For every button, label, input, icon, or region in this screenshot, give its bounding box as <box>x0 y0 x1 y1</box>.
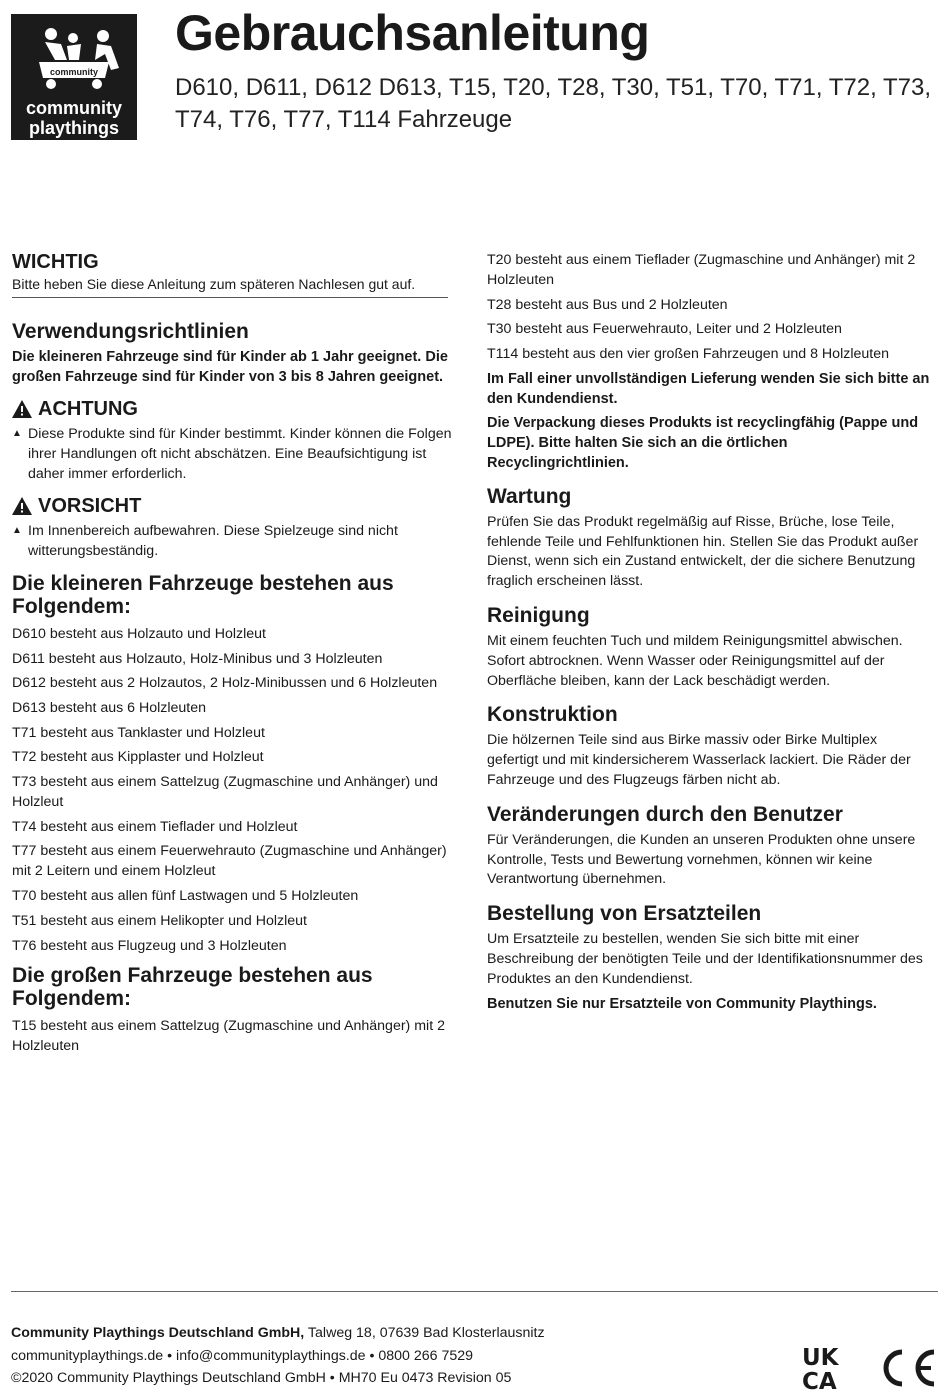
footer-copyright: ©2020 Community Playthings Deutschland GmbH • MH70 Eu 0473 Revision 05 <box>11 1370 512 1386</box>
konstruktion-heading: Konstruktion <box>487 703 618 727</box>
vorsicht-heading <box>12 494 462 518</box>
list-item: T30 besteht aus Feuerwehrauto, Leiter und 2 Holzleuten <box>487 321 842 338</box>
community-playthings-logo <box>11 14 137 140</box>
ce-label: CE <box>800 1344 802 1345</box>
page-subtitle: D610, D611, D612 D613, T15, T20, T28, T30, T51, T70, T71, T72, T73, T74, T76, T77, T114 Fahrzeuge <box>175 74 932 133</box>
vorsicht-bullet <box>12 522 462 562</box>
list-item: D613 besteht aus 6 Holzleuten <box>12 700 207 717</box>
list-item: T71 besteht aus Tanklaster und Holzleut <box>12 724 265 741</box>
usage-section <box>12 320 462 387</box>
veraenderungen-heading: Veränderungen durch den Benutzer <box>487 802 843 826</box>
footer-address-line <box>11 1322 545 1345</box>
list-item: T72 besteht aus Kipplaster und Holzleut <box>12 749 264 766</box>
right-column <box>487 250 932 1018</box>
veraenderungen-text: Für Veränderungen, die Kunden an unseren Produkten ohne unsere Kontrolle, Tests und Bewertung vornehmen, können wir keine Verantwortung übernehmen. <box>487 831 916 888</box>
large-vehicles-list-continued <box>487 250 932 364</box>
list-item: T77 besteht aus einem Feuerwehrauto (Zugmaschine und Anhänger) mit 2 Leitern und einem Holzleut <box>12 843 447 880</box>
small-vehicles-list <box>12 624 462 956</box>
logo-line-2: playthings <box>28 118 119 138</box>
list-item: T74 besteht aus einem Tieflader und Holzleut <box>12 818 298 835</box>
left-column <box>12 250 462 1060</box>
logo-line-1: community <box>25 98 122 118</box>
bestellung-section <box>487 902 932 1013</box>
achtung-label: ACHTUNG <box>38 398 138 420</box>
triangle-bullet-icon: ▲ <box>12 428 22 439</box>
wichtig-section <box>12 250 462 298</box>
reinigung-text: Mit einem feuchten Tuch und mildem Reinigungsmittel abwischen. Sofort abtrocknen. Wenn Wasser oder Reinigungsmittel auf der Oberfläche bleiben, kann der Lack beschädigt werden. <box>487 632 903 689</box>
konstruktion-section <box>487 703 932 790</box>
achtung-text: Diese Produkte sind für Kinder bestimmt. Kinder können die Folgen ihrer Handlungen oft nicht abschätzen. Eine Beaufsichtigung ist daher immer erforderlich. <box>28 426 452 482</box>
footer-contact: communityplaythings.de • info@communityplaythings.de • 0800 266 7529 <box>11 1347 474 1364</box>
wartung-text: Prüfen Sie das Produkt regelmäßig auf Risse, Brüche, lose Teile, fehlende Teile und Fehlfunktionen hin. Stellen Sie das Produkt außer Dienst, wenn sich ein Zustand entwickelt, der die sichere Benutzung fraglich erscheinen lässt. <box>487 513 919 590</box>
bestellung-heading: Bestellung von Ersatzteilen <box>487 902 762 926</box>
bestellung-text: Um Ersatzteile zu bestellen, wenden Sie sich bitte mit einer Beschreibung der benötigten Teile und der Identifikationsnummer des Produktes an den Kundendienst. <box>487 931 923 987</box>
list-item: T28 besteht aus Bus und 2 Holzleuten <box>487 296 728 313</box>
ukca-ce-marks <box>800 1344 940 1392</box>
list-item: T51 besteht aus einem Helikopter und Holzleut <box>12 912 307 929</box>
wartung-heading: Wartung <box>487 484 572 508</box>
wichtig-heading: WICHTIG <box>12 251 99 273</box>
footer-company: Community Playthings Deutschland GmbH, <box>11 1325 305 1341</box>
list-item: D610 besteht aus Holzauto und Holzleut <box>12 625 266 642</box>
list-item: D612 besteht aus 2 Holzautos, 2 Holz-Minibussen und 6 Holzleuten <box>12 675 438 692</box>
recycling-note: Die Verpackung dieses Produkts ist recyclingfähig (Pappe und LDPE). Bitte halten Sie sich an die örtlichen Recyclingrichtlinien. <box>487 414 919 471</box>
vorsicht-label: VORSICHT <box>38 495 142 518</box>
spare-parts-note: Benutzen Sie nur Ersatzteile von Community Playthings. <box>487 995 877 1012</box>
vorsicht-text: Im Innenbereich aufbewahren. Diese Spielzeuge sind nicht witterungsbeständig. <box>28 523 398 560</box>
page-title: Gebrauchsanleitung <box>175 5 650 61</box>
footer-address: Talweg 18, 07639 Bad Klosterlausnitz <box>304 1325 545 1341</box>
warning-icon <box>12 400 32 418</box>
list-item: T15 besteht aus einem Sattelzug (Zugmaschine und Anhänger) mit 2 Holzleuten <box>12 1017 445 1054</box>
list-item: T114 besteht aus den vier großen Fahrzeugen und 8 Holzleuten <box>487 346 889 363</box>
large-vehicles-section <box>12 964 462 1056</box>
list-item: D611 besteht aus Holzauto, Holz-Minibus und 3 Holzleuten <box>12 650 383 667</box>
footer-divider <box>11 1291 938 1292</box>
certification-marks <box>800 1344 940 1397</box>
small-vehicles-section <box>12 572 462 956</box>
veraenderungen-section <box>487 803 932 890</box>
children-wagon-icon <box>11 14 137 98</box>
triangle-bullet-icon: ▲ <box>12 525 22 537</box>
konstruktion-text: Die hölzernen Teile sind aus Birke massiv oder Birke Multiplex gefertigt und mit kindersicherem Wasserlack lackiert. Die Räder der Fahrzeuge und des Flugzeugs färben nicht ab. <box>487 732 911 788</box>
ukca-top: UK <box>802 1345 839 1371</box>
vorsicht-section <box>12 494 462 562</box>
incomplete-delivery-note: Im Fall einer unvollständigen Lieferung wenden Sie sich bitte an den Kundendienst. <box>487 370 930 407</box>
wichtig-text: Bitte heben Sie diese Anleitung zum späteren Nachlesen gut auf. <box>12 274 448 298</box>
list-item: T73 besteht aus einem Sattelzug (Zugmaschine und Anhänger) und Holzleut <box>12 774 438 811</box>
logo-badge-text: community <box>49 67 99 77</box>
list-item: T76 besteht aus Flugzeug und 3 Holzleuten <box>12 937 287 954</box>
usage-heading: Verwendungsrichtlinien <box>12 320 249 343</box>
wartung-section <box>487 485 932 592</box>
large-vehicles-list <box>12 1016 462 1056</box>
ukca-bottom: CA <box>802 1369 837 1392</box>
footer <box>11 1322 545 1390</box>
large-vehicles-heading: Die großen Fahrzeuge bestehen aus Folgendem: <box>12 963 373 1010</box>
ukca-mark-icon <box>802 1345 840 1392</box>
reinigung-heading: Reinigung <box>487 603 590 627</box>
list-item: T20 besteht aus einem Tieflader (Zugmaschine und Anhänger) mit 2 Holzleuten <box>487 252 916 288</box>
achtung-heading <box>12 397 462 421</box>
list-item: T70 besteht aus allen fünf Lastwagen und 5 Holzleuten <box>12 888 359 905</box>
small-vehicles-heading: Die kleineren Fahrzeuge bestehen aus Folgendem: <box>12 571 394 618</box>
achtung-bullet <box>12 425 462 484</box>
achtung-section <box>12 397 462 484</box>
reinigung-section <box>487 604 932 691</box>
usage-text: Die kleineren Fahrzeuge sind für Kinder ab 1 Jahr geeignet. Die großen Fahrzeuge sind für Kinder von 3 bis 8 Jahren geeignet. <box>12 349 448 385</box>
warning-icon <box>12 497 32 515</box>
